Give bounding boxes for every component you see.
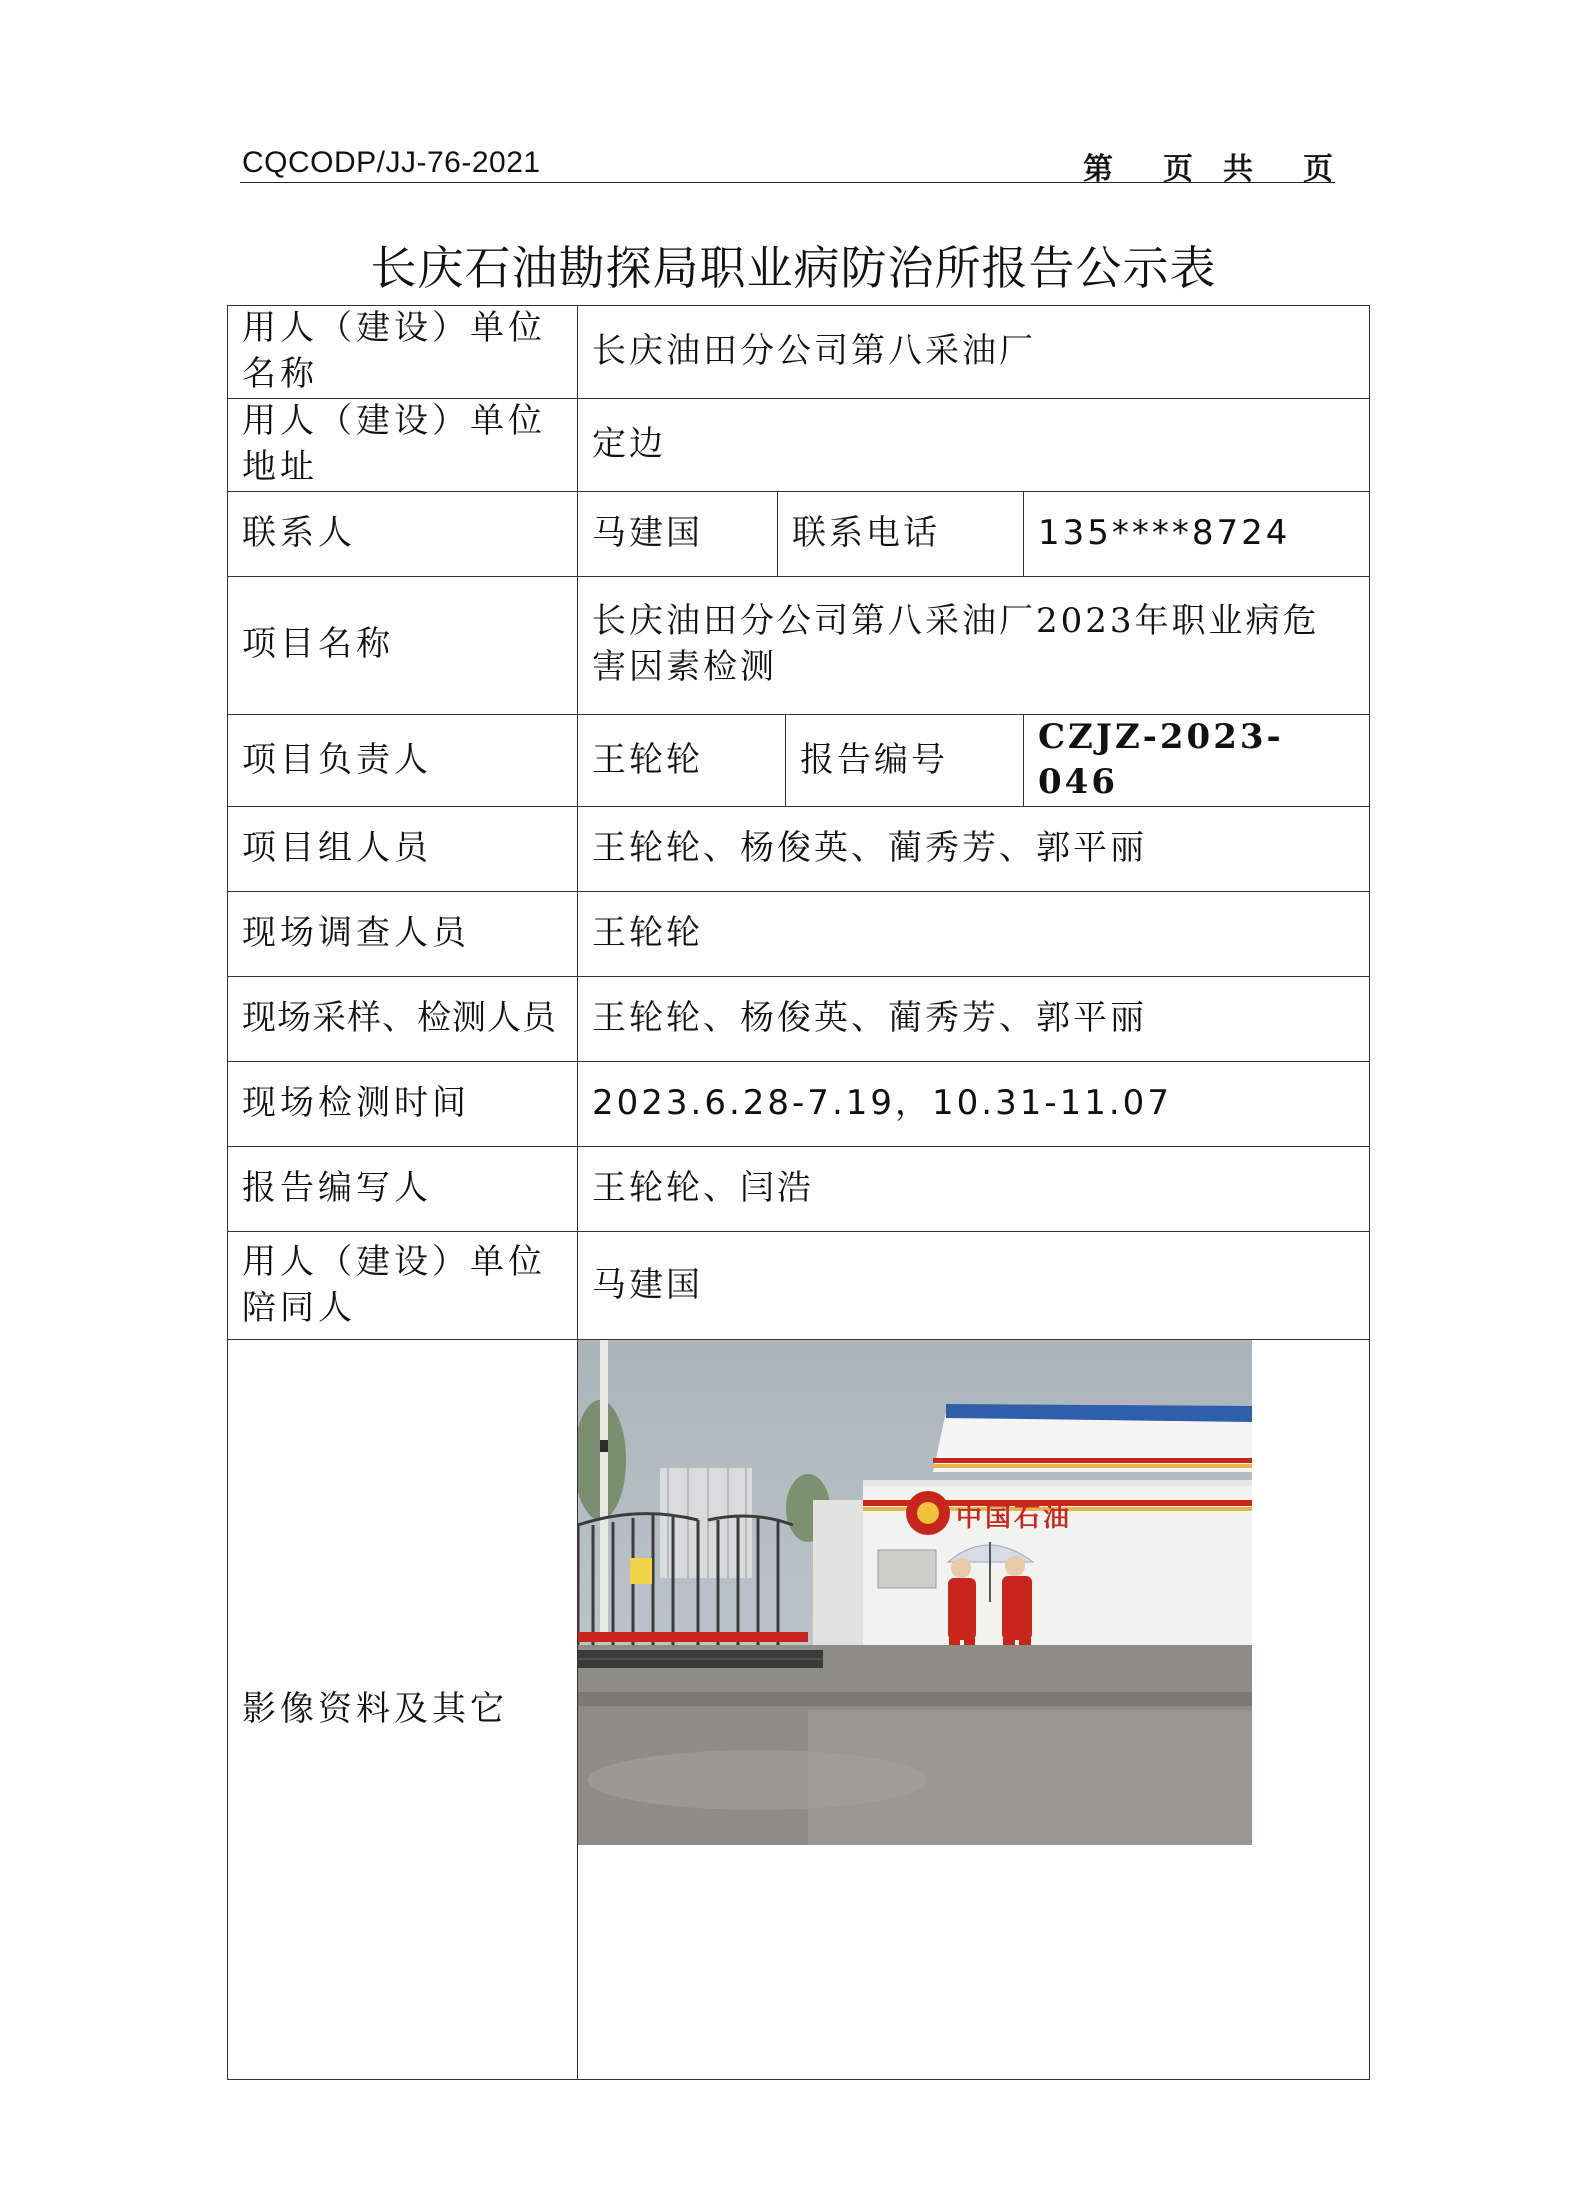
report-no-label: 报告编号 (786, 714, 1024, 807)
survey-label: 现场调查人员 (228, 892, 578, 977)
report-form-table (227, 305, 1370, 2080)
writer-label: 报告编写人 (228, 1147, 578, 1232)
contact-label: 联系人 (228, 491, 578, 576)
table-row (228, 1340, 1370, 2080)
unit-address-label: 用人（建设）单位地址 (228, 398, 578, 491)
accompany-value: 马建国 (578, 1232, 1370, 1340)
writer-value: 王轮轮、闫浩 (578, 1147, 1370, 1232)
page-word: 第 (1083, 152, 1113, 187)
media-cell (578, 1340, 1370, 2080)
page-word: 共 (1223, 152, 1253, 187)
page-word: 页 (1163, 152, 1193, 187)
unit-address-value: 定边 (578, 398, 1370, 491)
document-title: 长庆石油勘探局职业病防治所报告公示表 (370, 241, 1217, 295)
table-row (228, 306, 1370, 399)
phone-label: 联系电话 (778, 491, 1024, 576)
document-code: CQCODP/JJ-76-2021 (242, 146, 541, 179)
wall-signboard-text: 中国石油 (956, 1503, 1073, 1534)
project-name-label: 项目名称 (228, 576, 578, 714)
unit-name-label: 用人（建设）单位名称 (228, 306, 578, 399)
table-row (228, 1062, 1370, 1147)
table-row (228, 1232, 1370, 1340)
phone-value: 135****8724 (1024, 491, 1370, 576)
project-name-value: 长庆油田分公司第八采油厂2023年职业病危害因素检测 (578, 576, 1370, 714)
team-label: 项目组人员 (228, 807, 578, 892)
accompany-label: 用人（建设）单位陪同人 (228, 1232, 578, 1340)
contact-value: 马建国 (578, 491, 778, 576)
report-no-value: CZJZ-2023-046 (1024, 714, 1370, 807)
table-row (228, 491, 1370, 576)
page-word: 页 (1303, 152, 1333, 187)
sampling-label: 现场采样、检测人员 (228, 977, 578, 1062)
test-time-value: 2023.6.28-7.19，10.31-11.07 (578, 1062, 1370, 1147)
page-counter (1083, 144, 1333, 188)
table-row (228, 398, 1370, 491)
media-label: 影像资料及其它 (228, 1340, 578, 2080)
unit-name-value: 长庆油田分公司第八采油厂 (578, 306, 1370, 399)
table-row (228, 977, 1370, 1062)
page-header (240, 142, 1335, 187)
table-row (228, 576, 1370, 714)
survey-value: 王轮轮 (578, 892, 1370, 977)
site-photo (578, 1340, 1252, 1845)
table-row (228, 714, 1370, 807)
table-row (228, 892, 1370, 977)
team-value: 王轮轮、杨俊英、蔺秀芳、郭平丽 (578, 807, 1370, 892)
table-row (228, 1147, 1370, 1232)
sampling-value: 王轮轮、杨俊英、蔺秀芳、郭平丽 (578, 977, 1370, 1062)
test-time-label: 现场检测时间 (228, 1062, 578, 1147)
project-leader-value: 王轮轮 (578, 714, 786, 807)
table-row (228, 807, 1370, 892)
project-leader-label: 项目负责人 (228, 714, 578, 807)
